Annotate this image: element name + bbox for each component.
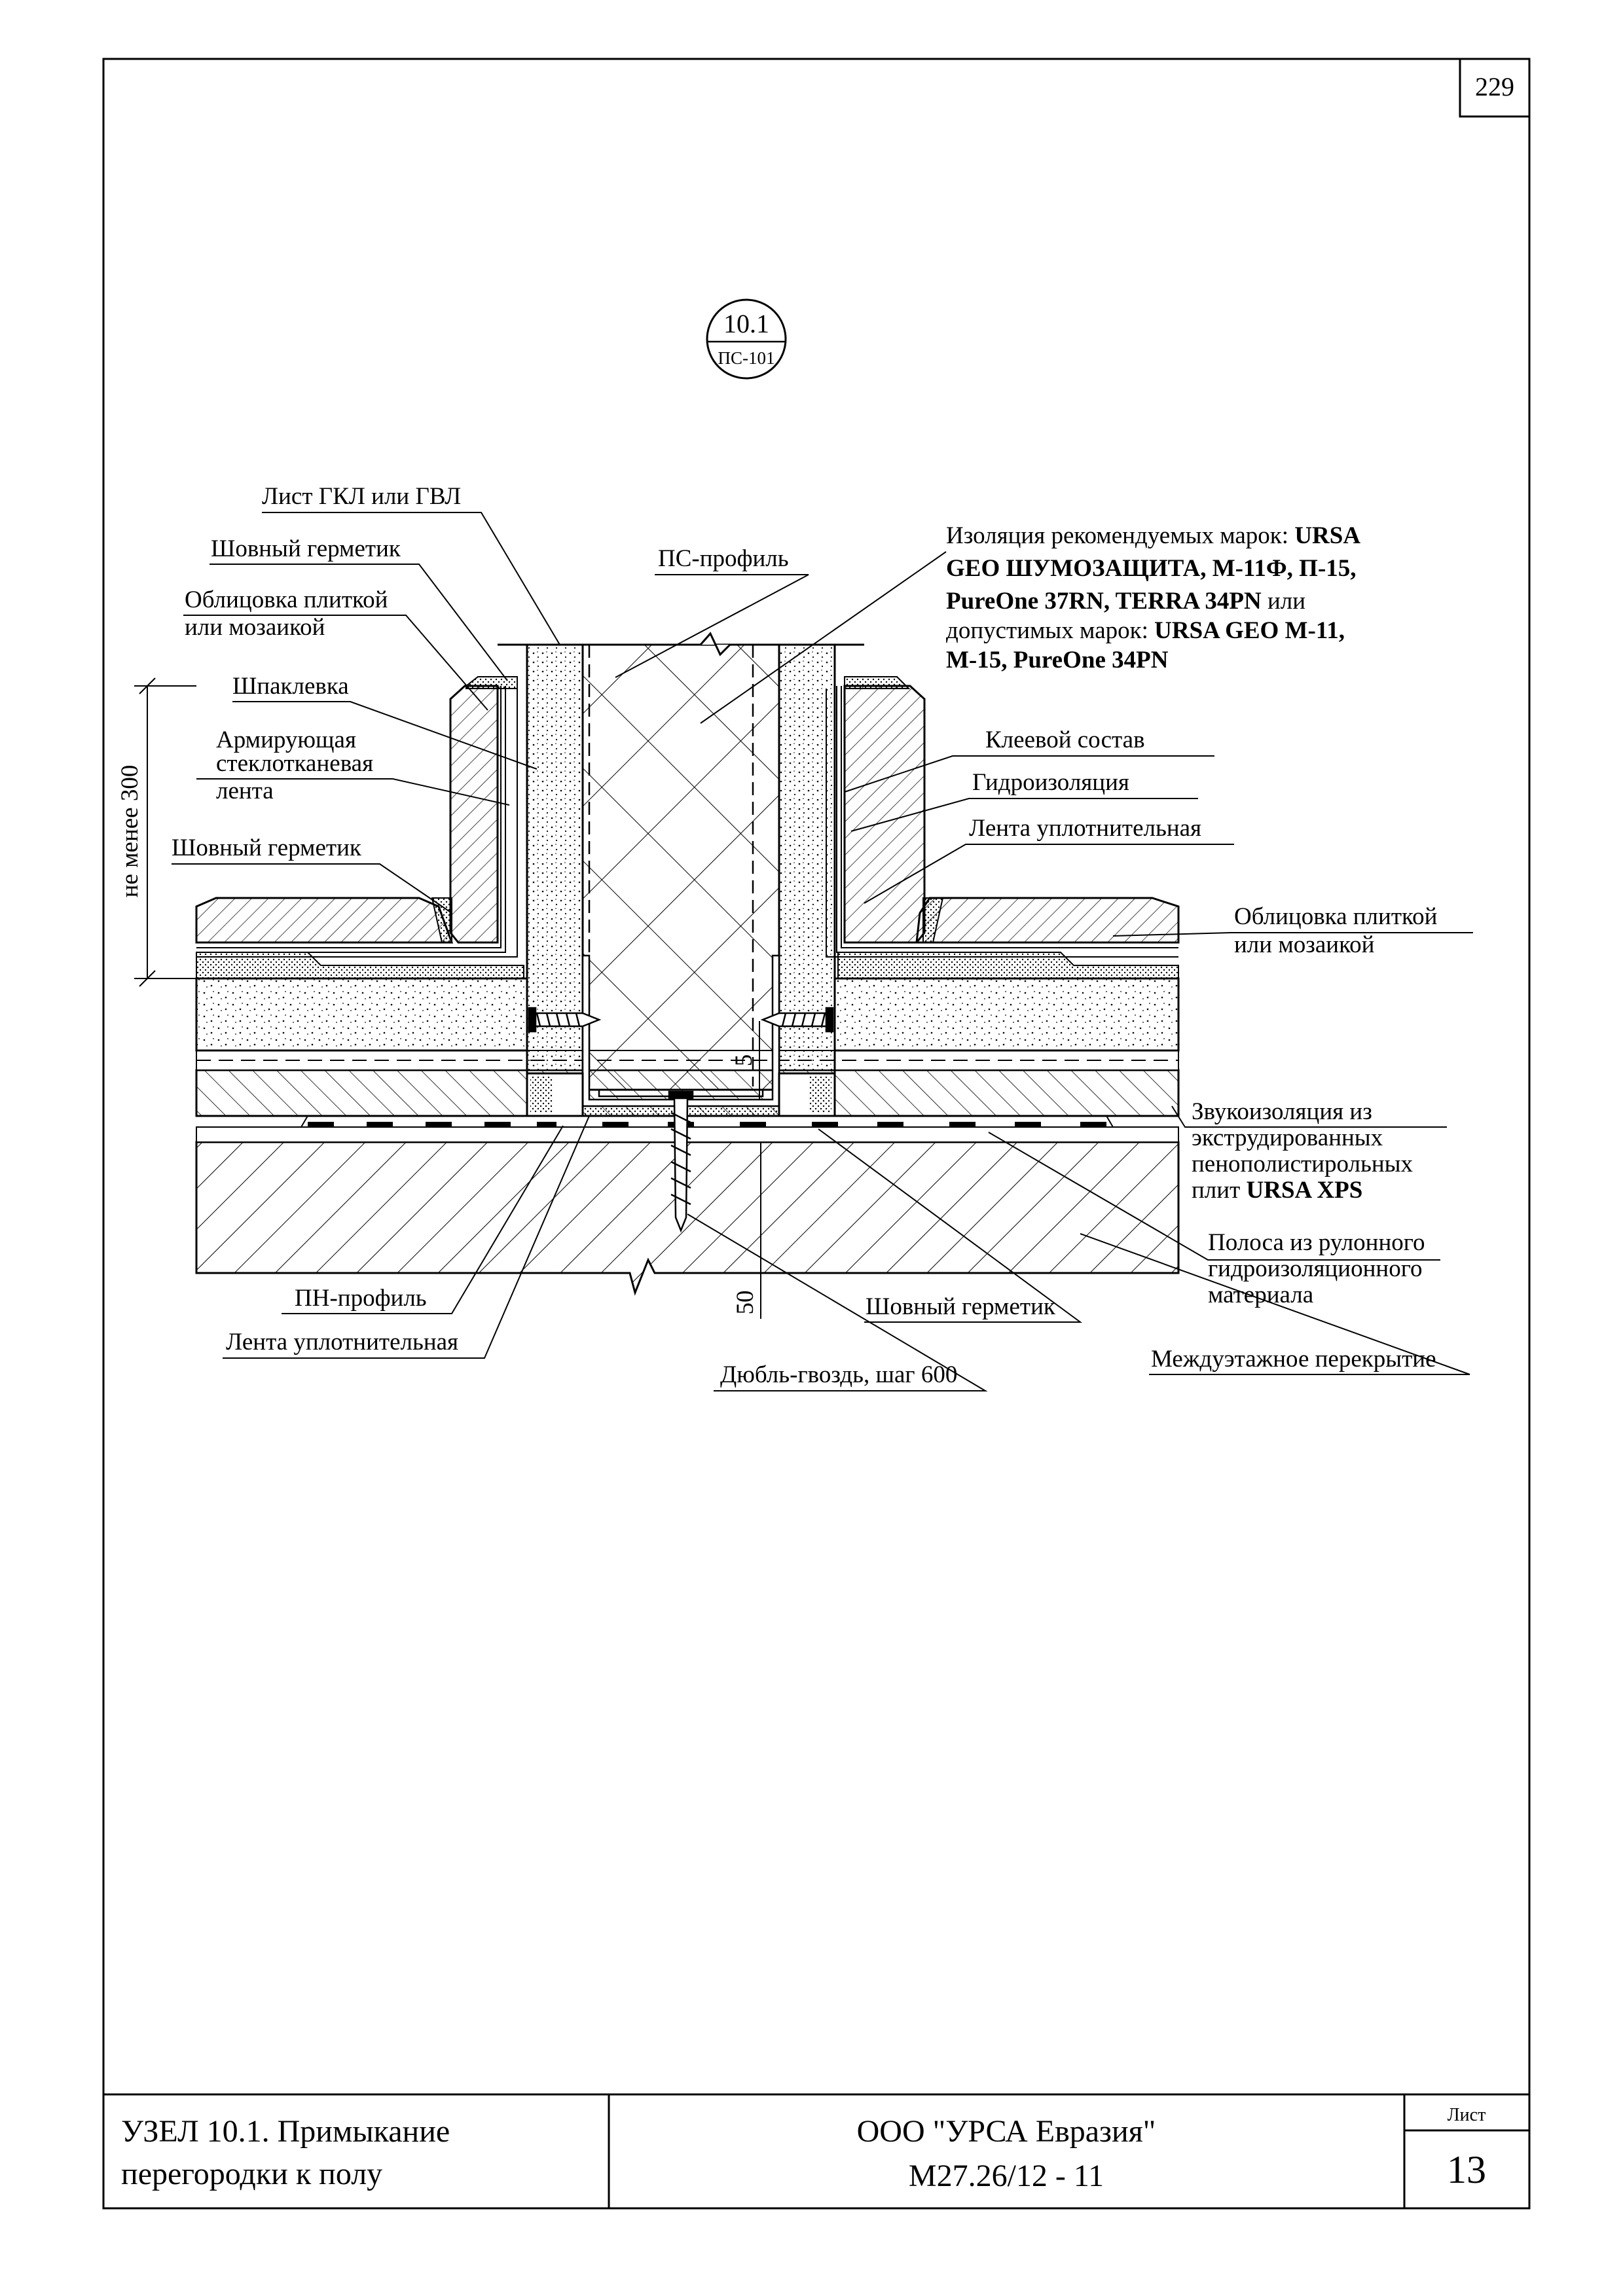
- label-pn-profile: ПН-профиль: [295, 1285, 427, 1312]
- label-sound-4: [1192, 1177, 1362, 1204]
- label-sealant-left: Шовный герметик: [172, 834, 361, 861]
- screed-left: [196, 978, 527, 1050]
- label-strip-3: материала: [1208, 1282, 1314, 1308]
- node-ref: ПС-101: [718, 348, 775, 368]
- label-insulation-4b: URSA GEO М-11,: [1154, 617, 1345, 644]
- label-insulation-4: [946, 617, 1345, 644]
- label-sound-4b: URSA XPS: [1246, 1177, 1363, 1204]
- node-number: 10.1: [723, 309, 769, 338]
- title-line-1: УЗЕЛ 10.1. Примыкание: [121, 2114, 450, 2149]
- label-ps-profile: ПС-профиль: [658, 545, 789, 572]
- label-tile-right-1: Облицовка плиткой: [1234, 903, 1438, 930]
- label-sound-2: экструдированных: [1192, 1124, 1383, 1151]
- label-tile-left-1: Облицовка плиткой: [185, 586, 388, 613]
- sheet-label: Лист: [1447, 2105, 1486, 2125]
- label-insulation-1b: URSA: [1294, 522, 1361, 549]
- labels-left: [172, 483, 461, 861]
- sheet-number: 13: [1447, 2148, 1486, 2191]
- dim-50-text: 50: [732, 1290, 759, 1315]
- label-floor-slab: Междуэтажное перекрытие: [1151, 1346, 1436, 1372]
- label-insulation-1a: Изоляция рекомендуемых марок:: [946, 522, 1295, 549]
- label-sound-4a: плит: [1192, 1177, 1247, 1204]
- label-putty: Шпаклевка: [232, 673, 349, 700]
- screed-right: [835, 978, 1178, 1050]
- label-adhesive: Клеевой состав: [985, 726, 1145, 753]
- seal-block-right-fill: [809, 1077, 831, 1113]
- label-tile-left-2: или мозаикой: [185, 614, 325, 641]
- label-sound-1: Звукоизоляция из: [1192, 1098, 1372, 1125]
- label-seal-tape-bottom: Лента уплотнительная: [226, 1329, 459, 1355]
- mineral-wool-core: [583, 645, 779, 1090]
- seal-block-left-fill: [530, 1077, 553, 1113]
- label-insulation-3: [946, 588, 1305, 615]
- dim-min-height: [134, 678, 196, 986]
- label-sealant-top: Шовный герметик: [211, 535, 401, 562]
- dim-5-text: 5: [731, 1054, 757, 1067]
- title-block: [103, 2094, 1529, 2208]
- sealant-top-left: [466, 677, 517, 689]
- label-insulation-4a: допустимых марок:: [946, 617, 1155, 644]
- label-sealant-bottom: Шовный герметик: [866, 1293, 1055, 1320]
- label-strip-2: гидроизоляционного: [1208, 1255, 1423, 1282]
- title-line-2: перегородки к полу: [121, 2157, 383, 2191]
- company-name: ООО "УРСА Евразия": [856, 2114, 1156, 2149]
- label-dowel: Дюбль-гвоздь, шаг 600: [720, 1361, 958, 1388]
- label-gkl-sheet: Лист ГКЛ или ГВЛ: [262, 483, 462, 510]
- label-insulation-3b: или: [1261, 588, 1306, 615]
- label-waterproofing: Гидроизоляция: [972, 769, 1129, 796]
- label-strip-1: Полоса из рулонного: [1208, 1229, 1425, 1256]
- dim-min-height-text: не менее 300: [117, 764, 143, 898]
- wall-tile-left: [450, 686, 498, 942]
- label-tape-1: Армирующая: [216, 726, 356, 753]
- floor-tile-left: [196, 898, 452, 942]
- label-insulation-1: [946, 522, 1360, 549]
- label-sound-3: пенополистирольных: [1192, 1151, 1413, 1177]
- label-insulation-2: GEO ШУМОЗАЩИТА, М-11Ф, П-15,: [946, 555, 1357, 582]
- label-tape-3: лента: [216, 778, 274, 804]
- label-insulation-5: М-15, PureOne 34PN: [946, 647, 1169, 673]
- sealant-top-right: [845, 677, 909, 689]
- label-insulation-3a: PureOne 37RN, TERRA 34PN: [946, 588, 1262, 615]
- page-number: 229: [1475, 72, 1514, 101]
- document-code: М27.26/12 - 11: [908, 2159, 1104, 2193]
- node-marker: [707, 300, 786, 378]
- label-tape-2: стеклотканевая: [216, 750, 374, 777]
- label-tile-right-2: или мозаикой: [1234, 931, 1375, 958]
- label-seal-tape-right: Лента уплотнительная: [969, 815, 1202, 842]
